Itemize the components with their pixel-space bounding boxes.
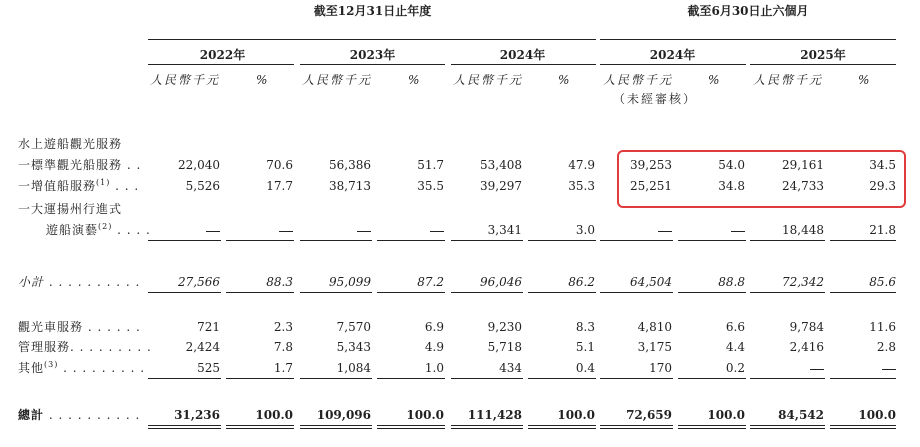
double-rule-total-2 — [226, 425, 294, 429]
cell-value-added-2022-amount: 5,526 — [185, 179, 220, 193]
rule-above-total-5 — [451, 378, 523, 379]
cell-standard-2023-pct: 51.7 — [417, 158, 444, 172]
year-header-2025-interim: 2025年 — [800, 48, 846, 62]
row-label-standard: 一標準觀光船服務 . . — [18, 158, 142, 172]
annual-header-rule — [148, 39, 596, 40]
rule-below-subtotal-3 — [300, 292, 372, 293]
cell-value-added-2024i-pct: 34.8 — [718, 179, 745, 193]
rule-above-total-10 — [830, 378, 896, 379]
cell-bus-2025i-pct: 11.6 — [869, 320, 896, 334]
cell-value-added-2025i-amount: 24,733 — [782, 179, 824, 193]
year-rule-2022 — [148, 64, 294, 65]
interim-header-rule — [600, 39, 896, 40]
cell-canal-2024-pct: 3.0 — [575, 223, 595, 237]
cell-canal-2024i-amount — [658, 231, 672, 232]
rule-below-subtotal-1 — [148, 292, 221, 293]
year-rule-2023 — [300, 64, 445, 65]
unit-pct-2023: % — [408, 73, 420, 87]
year-header-2023: 2023年 — [349, 48, 396, 62]
cell-canal-2025i-amount: 18,448 — [782, 223, 824, 237]
cell-mgmt-2022-amount: 2,424 — [185, 340, 220, 354]
cell-subtotal-2022-pct: 88.3 — [266, 275, 293, 289]
cell-other-2024i-pct: 0.2 — [725, 361, 745, 375]
cell-subtotal-2023-amount: 95,099 — [329, 275, 371, 289]
cell-bus-2024i-amount: 4,810 — [637, 320, 672, 334]
cell-other-2022-amount: 525 — [197, 361, 220, 375]
unit-pct-2024: % — [558, 73, 570, 87]
cell-standard-2022-pct: 70.6 — [266, 158, 293, 172]
year-header-2024-interim: 2024年 — [649, 48, 696, 62]
double-rule-total-7 — [600, 425, 673, 429]
cell-value-added-2024i-amount: 25,251 — [630, 179, 672, 193]
double-rule-total-9 — [750, 425, 825, 429]
row-label-bus: 觀光車服務 . . . . . . — [18, 320, 141, 334]
rule-above-total-3 — [300, 378, 372, 379]
cell-bus-2022-pct: 2.3 — [273, 320, 293, 334]
cell-total-2024i-pct: 100.0 — [707, 408, 745, 422]
row-label-value-added: 一增值船服務$^{(1)}$ . . . — [18, 178, 140, 193]
row-label-canal: 遊船演藝$^{(2)}$ . . . . — [46, 222, 151, 237]
cell-total-2022-pct: 100.0 — [255, 408, 293, 422]
cell-bus-2024-amount: 9,230 — [487, 320, 522, 334]
row-label-subtotal: 小計 . . . . . . . . . . — [18, 275, 141, 289]
cell-value-added-2024-amount: 39,297 — [480, 179, 522, 193]
rule-above-total-4 — [377, 378, 445, 379]
cell-mgmt-2024-pct: 5.1 — [575, 340, 595, 354]
cell-value-added-2023-pct: 35.5 — [417, 179, 444, 193]
rule-above-subtotal-1 — [148, 240, 221, 241]
cell-mgmt-2024i-amount: 3,175 — [637, 340, 672, 354]
cell-total-2023-pct: 100.0 — [406, 408, 444, 422]
row-label-total: 總計 . . . . . . . . . . — [18, 408, 141, 422]
interim-period-header: 截至6月30日止六個月 — [687, 4, 809, 18]
cell-canal-2025i-pct: 21.8 — [869, 223, 896, 237]
cell-bus-2023-amount: 7,570 — [336, 320, 371, 334]
cell-canal-2023-amount — [357, 231, 371, 232]
cell-mgmt-2022-pct: 7.8 — [273, 340, 293, 354]
cell-value-added-2022-pct: 17.7 — [266, 179, 293, 193]
double-rule-total-5 — [451, 425, 523, 429]
rule-below-subtotal-8 — [678, 292, 746, 293]
cell-bus-2023-pct: 6.9 — [424, 320, 444, 334]
rule-below-subtotal-2 — [226, 292, 294, 293]
annual-period-header: 截至12月31日止年度 — [313, 4, 432, 18]
rule-above-subtotal-6 — [528, 240, 596, 241]
double-rule-total-6 — [528, 425, 596, 429]
cell-mgmt-2025i-pct: 2.8 — [876, 340, 896, 354]
cell-subtotal-2023-pct: 87.2 — [417, 275, 444, 289]
unit-pct-2025-interim: % — [858, 73, 870, 87]
cell-total-2024-pct: 100.0 — [557, 408, 595, 422]
cell-total-2025i-pct: 100.0 — [858, 408, 896, 422]
double-rule-total-1 — [148, 425, 221, 429]
rule-above-subtotal-9 — [750, 240, 825, 241]
year-rule-2024 — [451, 64, 596, 65]
highlight-box — [617, 150, 906, 208]
unit-pct-2024-interim: % — [708, 73, 720, 87]
cell-canal-2022-pct — [279, 231, 293, 232]
cell-standard-2025i-amount: 29,161 — [782, 158, 824, 172]
cell-subtotal-2022-amount: 27,566 — [178, 275, 220, 289]
cell-value-added-2024-pct: 35.3 — [568, 179, 595, 193]
cell-subtotal-2024-amount: 96,046 — [480, 275, 522, 289]
row-label-canal-line1: 一大運揚州行進式 — [18, 202, 123, 216]
cell-total-2023-amount: 109,096 — [316, 408, 371, 422]
cell-subtotal-2024i-pct: 88.8 — [718, 275, 745, 289]
cell-mgmt-2024i-pct: 4.4 — [725, 340, 745, 354]
cell-total-2022-amount: 31,236 — [174, 408, 220, 422]
cell-subtotal-2025i-pct: 85.6 — [869, 275, 896, 289]
rule-above-subtotal-10 — [830, 240, 896, 241]
unit-rmb-2025-interim: 人民幣千元 — [753, 73, 824, 87]
double-rule-total-10 — [830, 425, 896, 429]
cell-standard-2024-pct: 47.9 — [568, 158, 595, 172]
cell-value-added-2025i-pct: 29.3 — [869, 179, 896, 193]
rule-below-subtotal-4 — [377, 292, 445, 293]
cell-bus-2022-amount: 721 — [197, 320, 220, 334]
cell-value-added-2023-amount: 38,713 — [329, 179, 371, 193]
cell-bus-2024-pct: 8.3 — [575, 320, 595, 334]
unit-rmb-2023: 人民幣千元 — [302, 73, 373, 87]
rule-above-subtotal-5 — [451, 240, 523, 241]
cell-standard-2024i-pct: 54.0 — [718, 158, 745, 172]
cell-bus-2025i-amount: 9,784 — [789, 320, 824, 334]
cell-canal-2022-amount — [206, 231, 220, 232]
cell-standard-2024-amount: 53,408 — [480, 158, 522, 172]
cell-mgmt-2023-amount: 5,343 — [336, 340, 371, 354]
unit-pct-2022: % — [256, 73, 268, 87]
cell-canal-2024-amount: 3,341 — [487, 223, 522, 237]
cell-total-2025i-amount: 84,542 — [778, 408, 824, 422]
cell-standard-2022-amount: 22,040 — [178, 158, 220, 172]
rule-above-total-9 — [750, 378, 825, 379]
double-rule-total-4 — [377, 425, 445, 429]
cell-other-2022-pct: 1.7 — [273, 361, 293, 375]
cell-other-2025i-amount — [810, 369, 824, 370]
cell-total-2024-amount: 111,428 — [467, 408, 522, 422]
cell-canal-2024i-pct — [731, 231, 745, 232]
rule-above-subtotal-8 — [678, 240, 746, 241]
rule-above-subtotal-4 — [377, 240, 445, 241]
unit-rmb-2024: 人民幣千元 — [453, 73, 524, 87]
rule-above-total-2 — [226, 378, 294, 379]
rule-below-subtotal-10 — [830, 292, 896, 293]
rule-above-total-8 — [678, 378, 746, 379]
cell-subtotal-2024i-amount: 64,504 — [630, 275, 672, 289]
section-water-cruise: 水上遊船觀光服務 — [18, 137, 123, 151]
cell-canal-2023-pct — [430, 231, 444, 232]
year-header-2024: 2024年 — [499, 48, 546, 62]
rule-above-subtotal-7 — [600, 240, 673, 241]
rule-above-subtotal-3 — [300, 240, 372, 241]
unaudited-note: （未經審核） — [613, 92, 698, 106]
rule-above-subtotal-2 — [226, 240, 294, 241]
cell-other-2024i-amount: 170 — [649, 361, 672, 375]
rule-above-total-6 — [528, 378, 596, 379]
cell-mgmt-2024-amount: 5,718 — [487, 340, 522, 354]
cell-subtotal-2024-pct: 86.2 — [568, 275, 595, 289]
cell-mgmt-2025i-amount: 2,416 — [789, 340, 824, 354]
double-rule-total-8 — [678, 425, 746, 429]
cell-other-2023-amount: 1,084 — [336, 361, 371, 375]
cell-bus-2024i-pct: 6.6 — [725, 320, 745, 334]
cell-total-2024i-amount: 72,659 — [626, 408, 672, 422]
rule-below-subtotal-5 — [451, 292, 523, 293]
cell-other-2024-pct: 0.4 — [575, 361, 595, 375]
unit-rmb-2022: 人民幣千元 — [150, 73, 221, 87]
year-header-2022: 2022年 — [199, 48, 246, 62]
cell-standard-2025i-pct: 34.5 — [869, 158, 896, 172]
unit-rmb-2024-interim: 人民幣千元 — [603, 73, 674, 87]
rule-below-subtotal-6 — [528, 292, 596, 293]
cell-mgmt-2023-pct: 4.9 — [424, 340, 444, 354]
row-label-mgmt: 管理服務. . . . . . . . . — [18, 340, 152, 354]
cell-standard-2024i-amount: 39,253 — [630, 158, 672, 172]
row-label-other: 其他$^{(3)}$ . . . . . . . . . — [18, 360, 146, 375]
cell-subtotal-2025i-amount: 72,342 — [782, 275, 824, 289]
rule-above-total-1 — [148, 378, 221, 379]
rule-below-subtotal-9 — [750, 292, 825, 293]
cell-other-2024-amount: 434 — [499, 361, 522, 375]
year-rule-2024-interim — [600, 64, 746, 65]
double-rule-total-3 — [300, 425, 372, 429]
cell-standard-2023-amount: 56,386 — [329, 158, 371, 172]
rule-below-subtotal-7 — [600, 292, 673, 293]
cell-other-2023-pct: 1.0 — [424, 361, 444, 375]
rule-above-total-7 — [600, 378, 673, 379]
year-rule-2025-interim — [750, 64, 896, 65]
cell-other-2025i-pct — [882, 369, 896, 370]
